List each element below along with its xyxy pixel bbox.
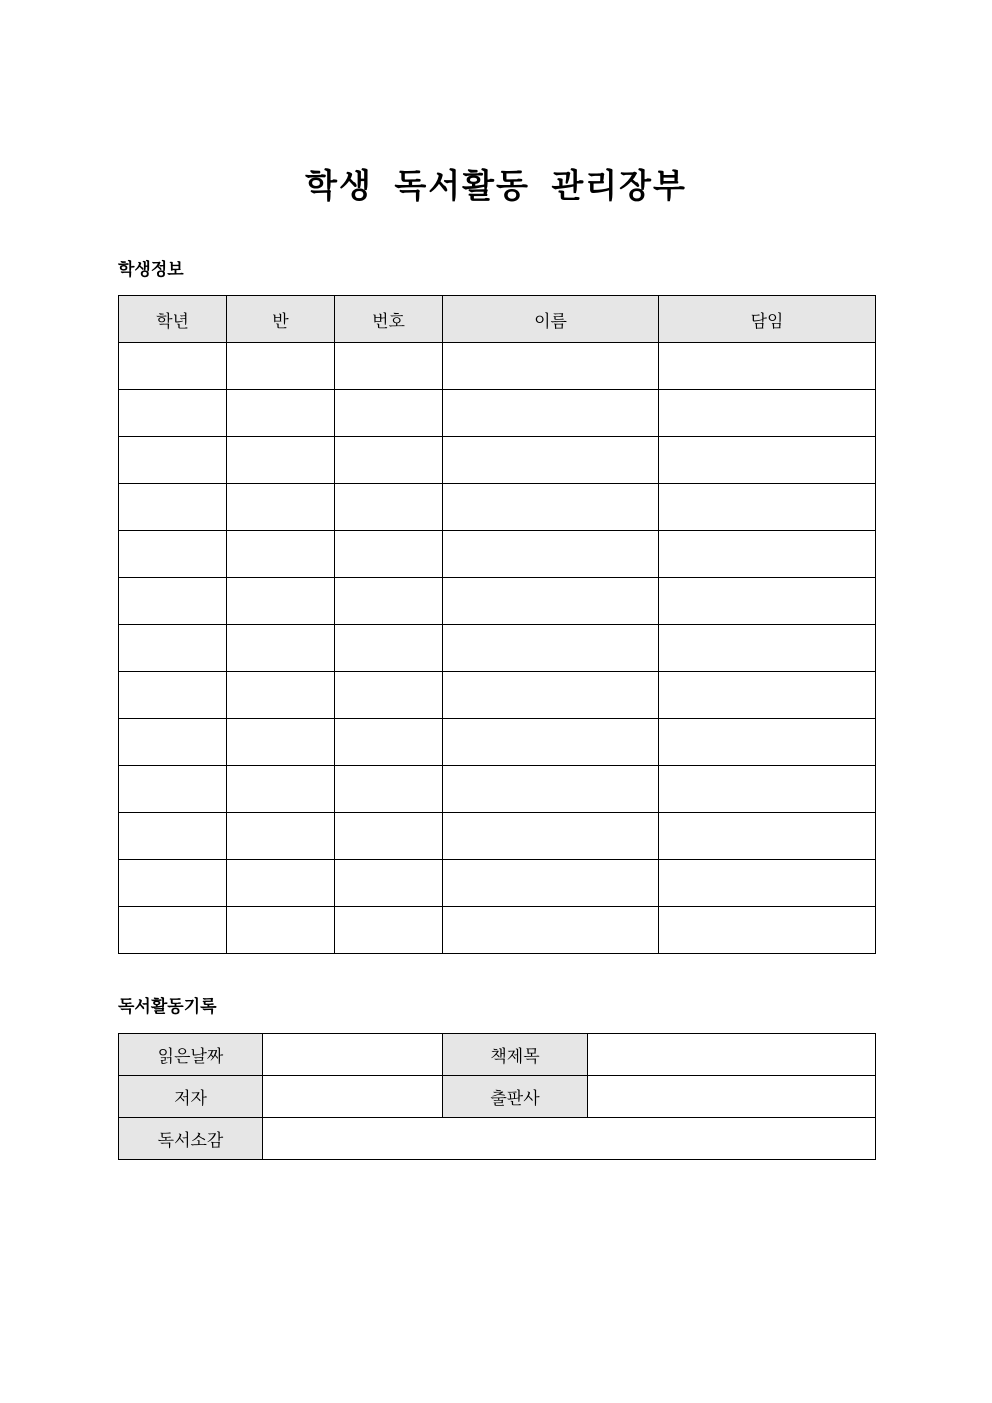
- number-cell[interactable]: [335, 390, 443, 437]
- number-cell[interactable]: [335, 343, 443, 390]
- class-cell[interactable]: [227, 343, 335, 390]
- number-cell[interactable]: [335, 484, 443, 531]
- student-info-table: [118, 295, 876, 954]
- name-cell[interactable]: [443, 672, 659, 719]
- header-class: 반: [227, 296, 335, 343]
- page-title: 학생 독서활동 관리장부: [305, 166, 687, 205]
- table-row: [119, 531, 876, 578]
- name-cell[interactable]: [443, 766, 659, 813]
- class-cell[interactable]: [227, 437, 335, 484]
- review-label: 독서소감: [119, 1118, 263, 1160]
- table-row: [119, 766, 876, 813]
- class-cell[interactable]: [227, 813, 335, 860]
- name-cell[interactable]: [443, 437, 659, 484]
- reading-record-table: [118, 1033, 876, 1160]
- class-cell[interactable]: [227, 766, 335, 813]
- record-row: [119, 1118, 876, 1160]
- name-cell[interactable]: [443, 719, 659, 766]
- table-row: [119, 860, 876, 907]
- read-date-field[interactable]: [263, 1034, 443, 1076]
- number-cell[interactable]: [335, 672, 443, 719]
- grade-cell[interactable]: [119, 484, 227, 531]
- number-cell[interactable]: [335, 578, 443, 625]
- class-cell[interactable]: [227, 531, 335, 578]
- record-row: [119, 1076, 876, 1118]
- reading-record-heading: 독서활동기록: [118, 997, 217, 1017]
- number-cell[interactable]: [335, 719, 443, 766]
- header-name: 이름: [443, 296, 659, 343]
- publisher-label: 출판사: [443, 1076, 588, 1118]
- table-row: [119, 343, 876, 390]
- class-cell[interactable]: [227, 860, 335, 907]
- table-row: [119, 625, 876, 672]
- class-cell[interactable]: [227, 719, 335, 766]
- table-row: [119, 437, 876, 484]
- table-row: [119, 907, 876, 954]
- grade-cell[interactable]: [119, 719, 227, 766]
- publisher-field[interactable]: [588, 1076, 876, 1118]
- grade-cell[interactable]: [119, 625, 227, 672]
- name-cell[interactable]: [443, 625, 659, 672]
- name-cell[interactable]: [443, 907, 659, 954]
- grade-cell[interactable]: [119, 672, 227, 719]
- class-cell[interactable]: [227, 578, 335, 625]
- student-info-heading: 학생정보: [118, 260, 184, 280]
- name-cell[interactable]: [443, 484, 659, 531]
- record-row: [119, 1034, 876, 1076]
- grade-cell[interactable]: [119, 766, 227, 813]
- homeroom-teacher-cell[interactable]: [659, 813, 876, 860]
- homeroom-teacher-cell[interactable]: [659, 860, 876, 907]
- header-number: 번호: [335, 296, 443, 343]
- header-grade: 학년: [119, 296, 227, 343]
- student-table-header-row: [119, 296, 876, 343]
- book-title-label: 책제목: [443, 1034, 588, 1076]
- name-cell[interactable]: [443, 390, 659, 437]
- number-cell[interactable]: [335, 907, 443, 954]
- number-cell[interactable]: [335, 860, 443, 907]
- number-cell[interactable]: [335, 531, 443, 578]
- name-cell[interactable]: [443, 343, 659, 390]
- review-field[interactable]: [263, 1118, 876, 1160]
- homeroom-teacher-cell[interactable]: [659, 437, 876, 484]
- name-cell[interactable]: [443, 860, 659, 907]
- book-title-field[interactable]: [588, 1034, 876, 1076]
- table-row: [119, 672, 876, 719]
- read-date-label: 읽은날짜: [119, 1034, 263, 1076]
- table-row: [119, 813, 876, 860]
- grade-cell[interactable]: [119, 531, 227, 578]
- number-cell[interactable]: [335, 437, 443, 484]
- homeroom-teacher-cell[interactable]: [659, 531, 876, 578]
- table-row: [119, 578, 876, 625]
- homeroom-teacher-cell[interactable]: [659, 672, 876, 719]
- homeroom-teacher-cell[interactable]: [659, 766, 876, 813]
- class-cell[interactable]: [227, 672, 335, 719]
- grade-cell[interactable]: [119, 343, 227, 390]
- homeroom-teacher-cell[interactable]: [659, 390, 876, 437]
- homeroom-teacher-cell[interactable]: [659, 484, 876, 531]
- number-cell[interactable]: [335, 813, 443, 860]
- homeroom-teacher-cell[interactable]: [659, 625, 876, 672]
- grade-cell[interactable]: [119, 437, 227, 484]
- grade-cell[interactable]: [119, 813, 227, 860]
- grade-cell[interactable]: [119, 578, 227, 625]
- homeroom-teacher-cell[interactable]: [659, 578, 876, 625]
- grade-cell[interactable]: [119, 860, 227, 907]
- author-field[interactable]: [263, 1076, 443, 1118]
- name-cell[interactable]: [443, 578, 659, 625]
- grade-cell[interactable]: [119, 907, 227, 954]
- number-cell[interactable]: [335, 766, 443, 813]
- class-cell[interactable]: [227, 390, 335, 437]
- header-homeroom-teacher: 담임: [659, 296, 876, 343]
- table-row: [119, 484, 876, 531]
- name-cell[interactable]: [443, 813, 659, 860]
- table-row: [119, 719, 876, 766]
- homeroom-teacher-cell[interactable]: [659, 907, 876, 954]
- class-cell[interactable]: [227, 484, 335, 531]
- class-cell[interactable]: [227, 625, 335, 672]
- table-row: [119, 390, 876, 437]
- class-cell[interactable]: [227, 907, 335, 954]
- homeroom-teacher-cell[interactable]: [659, 343, 876, 390]
- author-label: 저자: [119, 1076, 263, 1118]
- name-cell[interactable]: [443, 531, 659, 578]
- homeroom-teacher-cell[interactable]: [659, 719, 876, 766]
- grade-cell[interactable]: [119, 390, 227, 437]
- number-cell[interactable]: [335, 625, 443, 672]
